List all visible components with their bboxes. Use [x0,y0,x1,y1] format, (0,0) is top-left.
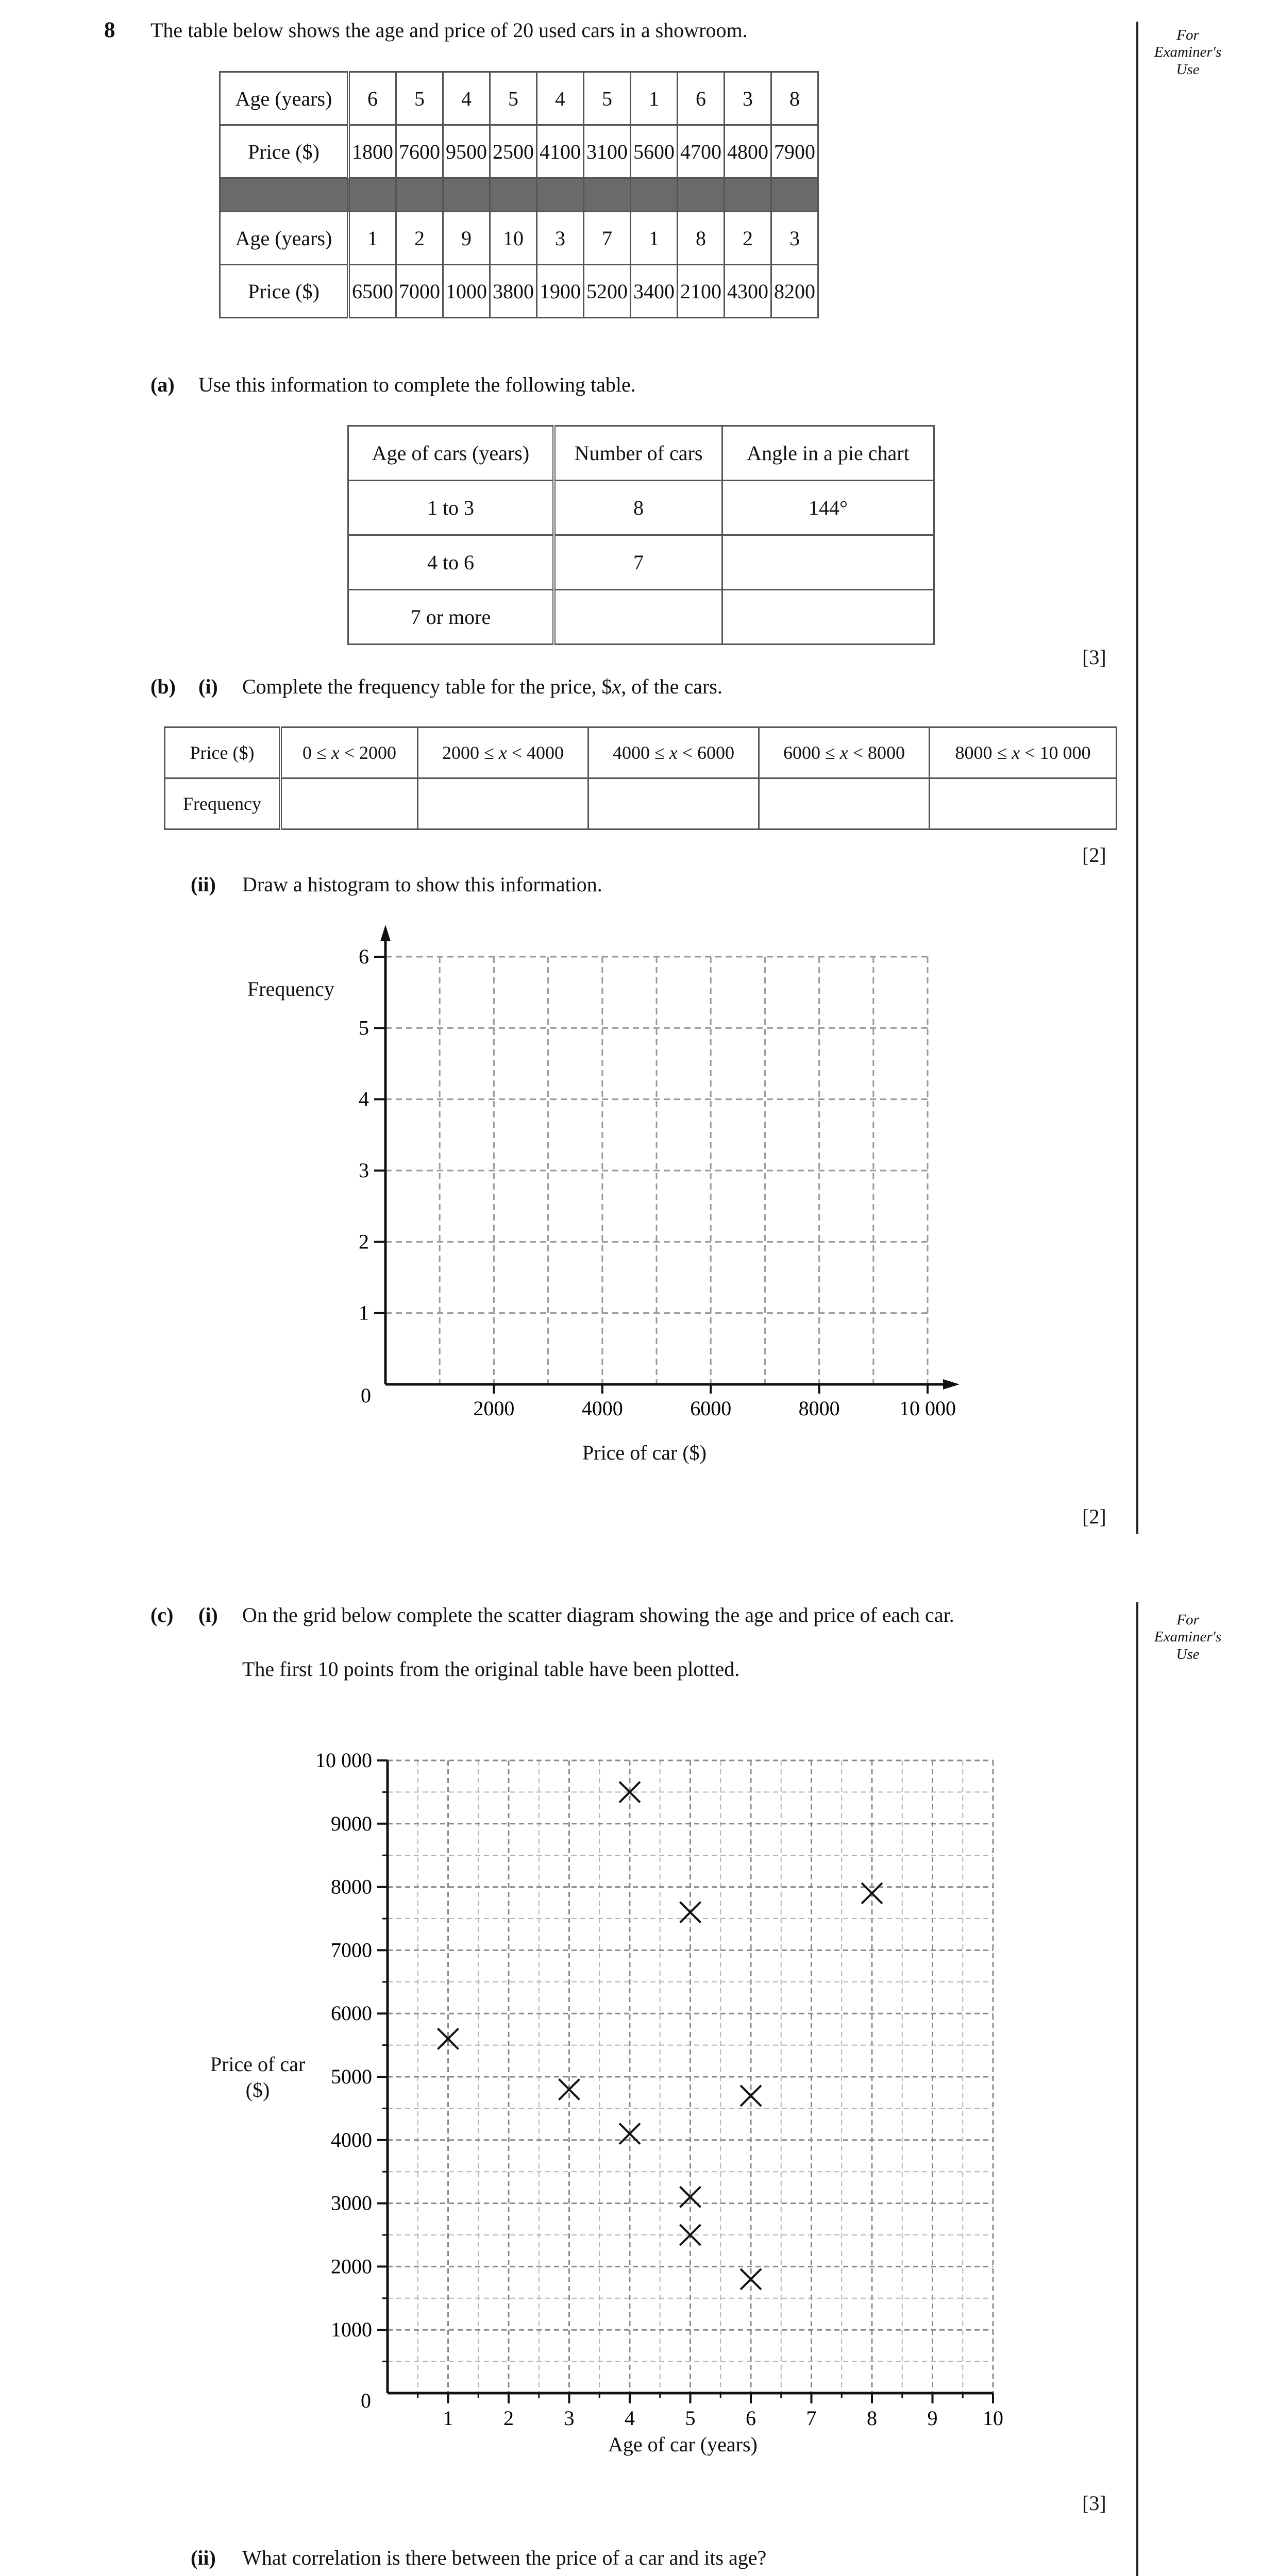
scatter-y-tick-label: 2000 [331,2255,372,2278]
age-cell: 1 [348,212,396,265]
price-cell: 5600 [631,125,678,178]
price-cell: 7900 [771,125,818,178]
examiner-label-line: For [1176,27,1199,43]
part-c-label: (c) [150,1603,174,1626]
price-cell: 7000 [396,265,443,318]
age-cell: 7 [584,212,631,265]
histogram-y-tick-label: 2 [359,1230,369,1253]
histogram-x-tick-label: 10 000 [899,1397,956,1420]
part-a-marks: [3] [1082,646,1106,669]
price-cell: 3100 [584,125,631,178]
age-cell: 4 [443,72,490,125]
number-cell: 7 [554,535,722,590]
examiner-label-line: For [1176,1612,1199,1628]
number-cell: 8 [554,481,722,535]
age-cell: 5 [584,72,631,125]
header-age-of-cars: Age of cars (years) [348,426,554,481]
age-cell: 9 [443,212,490,265]
age-cell: 1 [631,212,678,265]
price-cell: 6500 [348,265,396,318]
scatter-x-tick-label: 3 [564,2406,575,2430]
row-header-price: Price ($) [220,125,349,178]
histogram-origin-label: 0 [361,1384,371,1407]
histogram-y-tick-label: 3 [359,1159,369,1182]
examiner-margin-line-top [1136,22,1138,1534]
examiner-margin-line-bottom [1136,1602,1138,2576]
scatter-x-tick-label: 5 [685,2406,696,2430]
price-cell: 1800 [348,125,396,178]
price-cell: 1900 [537,265,584,318]
price-cell: 9500 [443,125,490,178]
scatter-x-tick-label: 7 [806,2406,817,2430]
age-cell: 6 [678,72,725,125]
header-number-of-cars: Number of cars [554,426,722,481]
scatter-y-tick-label: 4000 [331,2128,372,2151]
scatter-y-tick-label: 1000 [331,2318,372,2342]
part-b-ii-marks: [2] [1082,1505,1106,1528]
question-number: 8 [104,18,115,42]
scatter-y-tick-label: 10 000 [315,1749,372,1772]
examiner-label-line: Examiner's [1154,1629,1222,1646]
header-angle: Angle in a pie chart [722,426,934,481]
scatter-x-tick-label: 10 [983,2406,1003,2430]
price-cell: 2500 [490,125,537,178]
angle-cell: 144° [722,481,934,535]
part-c-i-text-2: The first 10 points from the original table have been plotted. [242,1657,740,1681]
examiner-label-line: Use [1176,1646,1200,1663]
histogram-x-tick-label: 6000 [690,1397,732,1420]
scatter-y-tick-label: 5000 [331,2065,372,2088]
age-cell: 6 [348,72,396,125]
frequency-label-cell: Frequency [165,778,281,829]
histogram-y-label: Frequency [247,977,334,1001]
age-cell: 8 [678,212,725,265]
price-cell: 8200 [771,265,818,318]
scatter-y-tick-label: 3000 [331,2191,372,2215]
part-a-text: Use this information to complete the following table. [198,373,636,396]
row-header-age: Age (years) [220,212,349,265]
age-cell: 3 [771,212,818,265]
examiner-use-label-bottom [1149,1612,1226,1663]
price-cell: 4800 [725,125,771,178]
part-c-i-label: (i) [198,1603,218,1626]
histogram-x-tick-label: 4000 [581,1397,623,1420]
part-c-i-marks: [3] [1082,2492,1106,2515]
price-interval-cell: 8000 ≤ x < 10 000 [930,727,1117,778]
scatter-y-tick-label: 8000 [331,1875,372,1899]
age-cell: 4 [537,72,584,125]
part-b-ii-text: Draw a histogram to show this information. [242,873,602,896]
price-cell: 4100 [537,125,584,178]
part-a-label: (a) [150,373,175,396]
part-b-label: (b) [150,675,176,698]
age-cell: 3 [725,72,771,125]
price-cell: 4300 [725,265,771,318]
scatter-y-label: Price of car ($) [210,2053,306,2102]
scatter-y-tick-label: 9000 [331,1811,372,1835]
price-cell: 1000 [443,265,490,318]
scatter-origin-label: 0 [361,2389,371,2412]
scatter-y-tick-label: 6000 [331,2002,372,2025]
part-b-i-label: (i) [198,675,218,698]
age-group-cell: 1 to 3 [348,481,554,535]
examiner-use-label-top [1149,27,1226,78]
scatter-x-tick-label: 9 [927,2406,938,2430]
scatter-x-tick-label: 6 [746,2406,756,2430]
part-b-ii-label: (ii) [191,873,216,896]
scatter-point [438,2028,459,2049]
price-interval-cell: 6000 ≤ x < 8000 [759,727,930,778]
scatter-y-tick-label: 7000 [331,1938,372,1962]
scatter-x-label: Age of car (years) [608,2433,758,2456]
histogram-y-tick-label: 4 [359,1087,369,1111]
age-group-cell: 4 to 6 [348,535,554,590]
age-group-cell: 7 or more [348,590,554,645]
part-b-i-marks: [2] [1082,843,1106,867]
age-cell: 5 [490,72,537,125]
scatter-x-tick-label: 2 [503,2406,514,2430]
question-intro: The table below shows the age and price of 20 used cars in a showroom. [150,19,748,42]
histogram-x-tick-label: 8000 [798,1397,840,1420]
part-b-i-text: Complete the frequency table for the price, $x, of the cars. [242,675,722,698]
scatter-x-tick-label: 4 [625,2406,635,2430]
histogram-y-tick-label: 1 [359,1301,369,1325]
histogram-y-tick-label: 6 [359,945,369,968]
age-cell: 3 [537,212,584,265]
price-interval-cell: 4000 ≤ x < 6000 [588,727,759,778]
price-cell: 3400 [631,265,678,318]
price-cell: 2100 [678,265,725,318]
price-interval-cell: 0 ≤ x < 2000 [280,727,418,778]
histogram-x-tick-label: 2000 [473,1397,515,1420]
age-cell: 8 [771,72,818,125]
scatter-x-tick-label: 1 [443,2406,453,2430]
examiner-label-line: Examiner's [1154,44,1222,61]
histogram-x-label: Price of car ($) [582,1441,707,1464]
age-cell: 2 [725,212,771,265]
price-cell: 4700 [678,125,725,178]
age-cell: 5 [396,72,443,125]
price-cell: 7600 [396,125,443,178]
age-cell: 1 [631,72,678,125]
examiner-label-line: Use [1176,61,1200,78]
price-header-cell: Price ($) [165,727,281,778]
row-header-age: Age (years) [220,72,349,125]
part-c-ii-text: What correlation is there between the price of a car and its age? [242,2546,767,2569]
price-interval-cell: 2000 ≤ x < 4000 [418,727,588,778]
scatter-diagram[interactable] [0,1700,1134,2524]
part-c-i-text: On the grid below complete the scatter diagram showing the age and price of each car. [242,1603,954,1626]
histogram-y-tick-label: 5 [359,1016,369,1040]
histogram-x-axis-arrow [943,1379,960,1389]
price-cell: 5200 [584,265,631,318]
histogram-y-axis-arrow [380,925,391,941]
price-cell: 3800 [490,265,537,318]
scatter-x-tick-label: 8 [867,2406,877,2430]
age-cell: 10 [490,212,537,265]
part-c-ii-label: (ii) [191,2546,216,2569]
row-header-price: Price ($) [220,265,349,318]
age-cell: 2 [396,212,443,265]
